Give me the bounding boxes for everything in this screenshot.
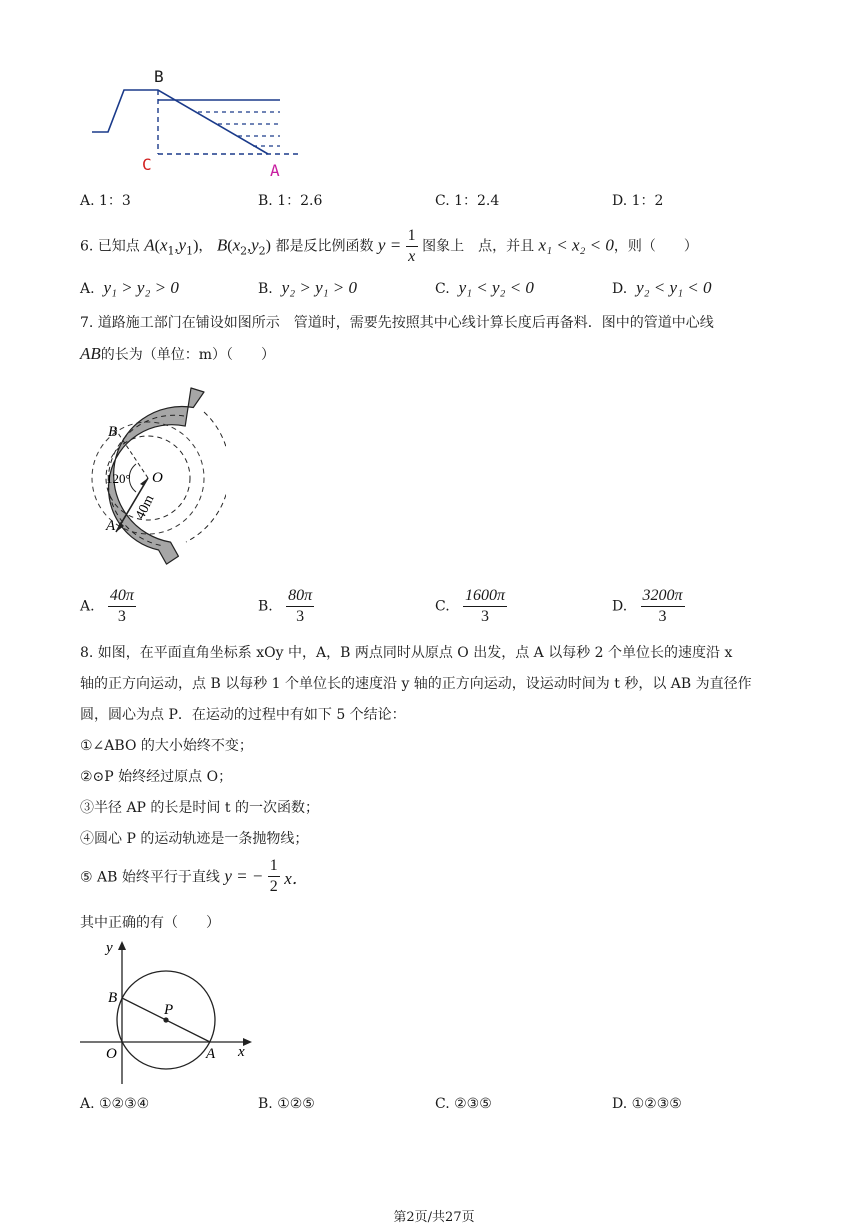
q7-option-d: D. $\frac{3200\pi}{3}$ — [612, 587, 683, 625]
q8-question: 其中正确的有（ ） — [80, 915, 220, 931]
q7-stem-line2: AB的长为（单位：m）（ ） — [80, 344, 276, 363]
page-footer: 第2页/共27页 — [393, 1210, 475, 1225]
q6-option-a: A. y₁ > y₂ > 0 — [80, 278, 179, 297]
q8-option-a: A. ①②③④ — [80, 1096, 150, 1112]
q7-stem-line1: 7. 道路施工部门在铺设如图所示 管道时，需要先按照其中心线计算长度后再备料．图中的管道中心线 — [80, 315, 714, 331]
coord-label-p: P — [164, 1002, 174, 1018]
fig1-label-c: C — [142, 155, 152, 174]
q8-stem-line1: 8. 如图，在平面直角坐标系 xOy 中，A，B 两点同时从原点 O 出发，点 A 以每秒 2 个单位长的速度沿 x — [80, 645, 733, 661]
coord-label-o: O — [106, 1046, 117, 1062]
pipe-label-b: B — [108, 424, 118, 440]
q8-conclusion-4: ④圆心 P 的运动轨迹是一条抛物线； — [80, 831, 309, 847]
q5-option-d: D. 1：2 — [612, 193, 664, 209]
q6-stem: 6. 已知点 $A(x_1,y_1)$， $B(x_2,y_2)$ 都是反比例函数 y = $\frac{1}{x}$ 图象上 点，并且 x₁ < x₂ < 0，则（ ） — [80, 227, 698, 265]
fig1-label-b: B — [154, 67, 164, 86]
q8-stem-line3: 圆，圆心为点 P．在运动的过程中有如下 5 个结论： — [80, 707, 406, 723]
q5-option-c: C. 1：2.4 — [435, 193, 500, 209]
q8-option-d: D. ①②③⑤ — [612, 1096, 682, 1112]
q6-option-d: D. y₂ < y₁ < 0 — [612, 278, 712, 297]
coord-label-b: B — [108, 990, 118, 1006]
q7-option-c: C. $\frac{1600\pi}{3}$ — [435, 587, 506, 625]
q8-conclusion-2: ②⊙P 始终经过原点 O； — [80, 769, 233, 785]
slope-diagram — [88, 62, 308, 182]
pipe-label-a: A — [106, 518, 116, 534]
q6-option-b: B. y₂ > y₁ > 0 — [258, 278, 358, 297]
q5-option-b: B. 1：2.6 — [258, 193, 323, 209]
fig1-label-a: A — [270, 161, 280, 180]
q5-option-a: A. 1：3 — [80, 193, 131, 209]
pipe-angle-label: 120° — [106, 471, 131, 486]
q7-option-b: B. $\frac{80\pi}{3}$ — [258, 587, 313, 625]
pipe-length-label: 40m — [133, 492, 158, 522]
q8-conclusion-1: ①∠ABO 的大小始终不变； — [80, 738, 253, 754]
coord-label-a: A — [206, 1046, 216, 1062]
q8-conclusion-3: ③半径 AP 的长是时间 t 的一次函数； — [80, 800, 319, 816]
pipe-label-o: O — [152, 470, 163, 486]
q8-option-c: C. ②③⑤ — [435, 1096, 492, 1112]
axis-label-x: x — [238, 1044, 245, 1060]
q8-option-b: B. ①②⑤ — [258, 1096, 315, 1112]
pipe-diagram — [76, 372, 226, 582]
q8-stem-line2: 轴的正方向运动，点 B 以每秒 1 个单位长的速度沿 y 轴的正方向运动，设运动时间为 t 秒，以 AB 为直径作 — [80, 676, 752, 692]
q7-option-a: A. $\frac{40\pi}{3}$ — [80, 587, 134, 625]
q8-conclusion-5: ⑤ AB 始终平行于直线 y = − $\frac{1}{2}$ x． — [80, 857, 309, 895]
q6-option-c: C. y₁ < y₂ < 0 — [435, 278, 534, 297]
coordinate-diagram — [78, 938, 258, 1088]
axis-label-y: y — [106, 940, 113, 956]
